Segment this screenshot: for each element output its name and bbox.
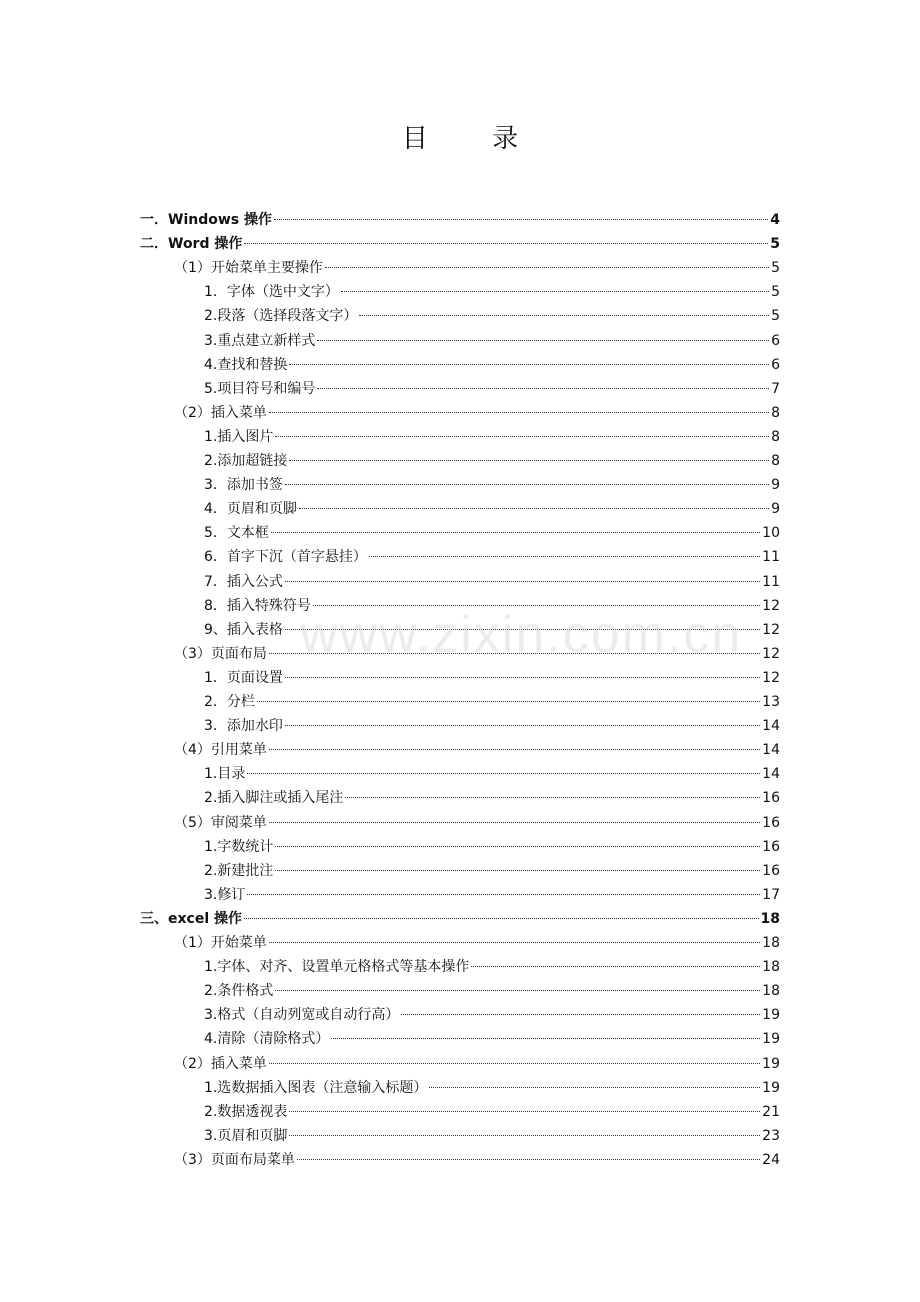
toc-entry-label: 4．页眉和页脚 xyxy=(204,501,297,518)
toc-entry-label: （2）插入菜单 xyxy=(174,404,267,421)
toc-entry-label: （1）开始菜单主要操作 xyxy=(174,260,323,277)
toc-entry[interactable] xyxy=(204,425,780,449)
toc-entry-page: 21 xyxy=(762,1103,780,1120)
toc-entry-page: 18 xyxy=(760,910,780,927)
toc-entry-label: （4）引用菜单 xyxy=(174,742,267,759)
toc-dot-leader xyxy=(299,508,769,509)
toc-entry-page: 6 xyxy=(771,332,780,349)
toc-entry-label: 5．文本框 xyxy=(204,525,269,542)
toc-entry[interactable] xyxy=(204,714,780,738)
toc-entry[interactable] xyxy=(174,256,780,280)
toc-entry-page: 12 xyxy=(762,597,780,614)
toc-entry[interactable] xyxy=(204,762,780,786)
toc-entry-label: 二．Word 操作 xyxy=(140,236,243,253)
toc-dot-leader xyxy=(275,990,760,991)
toc-entry-page: 14 xyxy=(762,718,780,735)
toc-entry[interactable] xyxy=(204,666,780,690)
toc-dot-leader xyxy=(274,219,768,220)
toc-entry-label: 3．添加水印 xyxy=(204,718,283,735)
toc-entry-page: 19 xyxy=(762,1055,780,1072)
toc-dot-leader xyxy=(257,701,760,702)
toc-entry[interactable] xyxy=(204,545,780,569)
toc-dot-leader xyxy=(313,605,760,606)
toc-entry[interactable] xyxy=(204,280,780,304)
toc-entry[interactable] xyxy=(204,594,780,618)
toc-entry-page: 24 xyxy=(762,1151,780,1168)
toc-dot-leader xyxy=(275,870,760,871)
toc-entry-label: 1.字数统计 xyxy=(204,838,274,855)
toc-entry[interactable] xyxy=(204,1003,780,1027)
toc-entry-page: 14 xyxy=(762,742,780,759)
toc-entry-label: 2．分栏 xyxy=(204,694,255,710)
toc-dot-leader xyxy=(269,749,760,750)
toc-dot-leader xyxy=(285,677,760,678)
toc-dot-leader xyxy=(247,773,760,774)
toc-dot-leader xyxy=(369,556,760,557)
toc-entry-page: 19 xyxy=(762,1079,780,1096)
toc-dot-leader xyxy=(269,412,769,413)
toc-entry[interactable] xyxy=(204,377,780,401)
toc-dot-leader xyxy=(471,966,760,967)
toc-dot-leader xyxy=(285,581,760,582)
toc-entry[interactable] xyxy=(140,232,780,256)
toc-entry-label: 2.数据透视表 xyxy=(204,1103,288,1120)
toc-entry[interactable] xyxy=(140,208,780,232)
toc-entry-label: 1.选数据插入图表（注意输入标题） xyxy=(204,1079,428,1096)
toc-entry-label: （2）插入菜单 xyxy=(174,1055,267,1072)
toc-entry[interactable] xyxy=(204,690,780,714)
toc-entry-page: 16 xyxy=(762,862,780,879)
toc-entry-label: 1.插入图片 xyxy=(204,428,274,445)
toc-entry[interactable] xyxy=(204,1124,780,1148)
toc-entry-page: 8 xyxy=(771,404,780,421)
toc-dot-leader xyxy=(275,436,769,437)
toc-entry[interactable] xyxy=(204,883,780,907)
toc-entry-page: 4 xyxy=(770,212,780,228)
toc-dot-leader xyxy=(317,340,769,341)
toc-dot-leader xyxy=(271,532,760,533)
toc-entry-label: 4.查找和替换 xyxy=(204,356,288,373)
toc-entry[interactable] xyxy=(204,473,780,497)
toc-entry-label: 3.页眉和页脚 xyxy=(204,1127,288,1144)
toc-entry-label: 3．添加书签 xyxy=(204,477,283,494)
toc-dot-leader xyxy=(325,267,769,268)
toc-entry[interactable] xyxy=(174,642,780,666)
toc-entry-page: 16 xyxy=(762,790,780,807)
toc-entry-label: 2.添加超链接 xyxy=(204,453,288,469)
toc-entry-label: 三、excel 操作 xyxy=(140,910,242,927)
page-title: 目 录 xyxy=(401,124,547,154)
toc-entry-label: 3.重点建立新样式 xyxy=(204,332,316,349)
toc-entry-label: 2.段落（选择段落文字） xyxy=(204,308,358,325)
toc-entry-page: 11 xyxy=(762,573,780,590)
toc-entry[interactable] xyxy=(204,618,780,642)
toc-entry[interactable] xyxy=(204,570,780,594)
toc-entry-page: 14 xyxy=(762,766,780,783)
toc-entry-page: 10 xyxy=(762,525,780,542)
toc-dot-leader xyxy=(331,1038,760,1039)
toc-entry[interactable] xyxy=(204,1100,780,1124)
toc-entry-page: 23 xyxy=(762,1127,780,1144)
toc-entry-page: 5 xyxy=(771,260,780,277)
toc-dot-leader xyxy=(269,653,760,654)
toc-entry[interactable] xyxy=(204,979,780,1003)
toc-entry[interactable] xyxy=(140,907,780,931)
toc-entry-label: 5.项目符号和编号 xyxy=(204,380,316,397)
toc-dot-leader xyxy=(269,822,760,823)
toc-entry-page: 18 xyxy=(762,959,780,976)
toc-entry-label: 2.插入脚注或插入尾注 xyxy=(204,790,344,807)
toc-dot-leader xyxy=(289,1135,760,1136)
toc-dot-leader xyxy=(345,797,760,798)
toc-entry[interactable] xyxy=(204,521,780,545)
toc-entry-page: 5 xyxy=(771,308,780,325)
toc-entry-page: 8 xyxy=(771,453,780,469)
toc-entry-label: （3）页面布局菜单 xyxy=(174,1151,295,1168)
toc-dot-leader xyxy=(297,1159,760,1160)
toc-entry[interactable] xyxy=(204,449,780,473)
toc-entry[interactable] xyxy=(174,1052,780,1076)
toc-entry[interactable] xyxy=(204,304,780,328)
toc-entry-label: 3.格式（自动列宽或自动行高） xyxy=(204,1007,400,1024)
toc-dot-leader xyxy=(285,629,760,630)
toc-entry-page: 16 xyxy=(762,814,780,831)
toc-entry-page: 18 xyxy=(762,983,780,1000)
toc-dot-leader xyxy=(289,1111,760,1112)
toc-entry[interactable] xyxy=(204,353,780,377)
toc-entry-label: 7．插入公式 xyxy=(204,573,283,590)
toc-entry-label: 2.条件格式 xyxy=(204,983,274,1000)
toc-dot-leader xyxy=(285,484,769,485)
toc-entry[interactable] xyxy=(204,497,780,521)
toc-entry-page: 16 xyxy=(762,838,780,855)
toc-entry-page: 12 xyxy=(762,645,780,662)
toc-entry-label: （5）审阅菜单 xyxy=(174,814,267,831)
toc-entry[interactable] xyxy=(204,329,780,353)
toc-entry-page: 19 xyxy=(762,1007,780,1024)
toc-entry-page: 9 xyxy=(771,477,780,494)
toc-dot-leader xyxy=(269,942,760,943)
toc-entry-page: 9 xyxy=(771,501,780,518)
toc-dot-leader xyxy=(359,315,769,316)
toc-entry-page: 12 xyxy=(762,669,780,686)
toc-entry-label: 4.清除（清除格式） xyxy=(204,1031,330,1048)
toc-dot-leader xyxy=(285,725,760,726)
toc-dot-leader xyxy=(269,1063,760,1064)
toc-entry-page: 17 xyxy=(762,886,780,903)
toc-entry-page: 5 xyxy=(770,236,780,253)
toc-dot-leader xyxy=(275,846,760,847)
toc-entry[interactable] xyxy=(174,811,780,835)
toc-entry-label: 1．页面设置 xyxy=(204,669,283,686)
toc-entry-page: 11 xyxy=(762,549,780,566)
toc-entry-page: 6 xyxy=(771,356,780,373)
toc-entry[interactable] xyxy=(174,1148,780,1172)
toc-entry-page: 5 xyxy=(771,284,780,301)
toc-entry-page: 13 xyxy=(762,694,780,710)
toc-entry-label: 2.新建批注 xyxy=(204,862,274,879)
toc-entry-page: 18 xyxy=(762,935,780,951)
toc-entry[interactable] xyxy=(204,835,780,859)
toc-entry-label: （3）页面布局 xyxy=(174,645,267,662)
toc-entry-page: 7 xyxy=(771,380,780,397)
toc-entry-label: 1.字体、对齐、设置单元格格式等基本操作 xyxy=(204,959,470,976)
toc-entry[interactable] xyxy=(204,786,780,810)
toc-entry-page: 19 xyxy=(762,1031,780,1048)
toc-dot-leader xyxy=(244,243,768,244)
toc-entry-label: 一．Windows 操作 xyxy=(140,212,272,228)
toc-dot-leader xyxy=(429,1087,760,1088)
toc-entry[interactable] xyxy=(204,1027,780,1051)
toc-entry-page: 12 xyxy=(762,621,780,638)
toc-dot-leader xyxy=(247,894,760,895)
toc-entry-label: 1．字体（选中文字） xyxy=(204,284,339,301)
toc-entry[interactable] xyxy=(204,859,780,883)
toc-entry-label: 8．插入特殊符号 xyxy=(204,597,311,614)
toc-entry-label: （1）开始菜单 xyxy=(174,935,267,951)
toc-dot-leader xyxy=(289,460,769,461)
toc-entry-label: 9、插入表格 xyxy=(204,621,283,638)
toc-entry-label: 3.修订 xyxy=(204,886,246,903)
toc-dot-leader xyxy=(244,918,759,919)
toc-entry-page: 8 xyxy=(771,428,780,445)
toc-dot-leader xyxy=(289,364,769,365)
toc-entry[interactable] xyxy=(174,931,780,955)
toc-entry-label: 6．首字下沉（首字悬挂） xyxy=(204,549,367,566)
toc-dot-leader xyxy=(401,1014,760,1015)
toc-entry-label: 1.目录 xyxy=(204,766,246,783)
toc-entry[interactable] xyxy=(204,955,780,979)
toc-dot-leader xyxy=(317,388,769,389)
toc-entry[interactable] xyxy=(204,1076,780,1100)
toc-entry[interactable] xyxy=(174,738,780,762)
watermark: www.zixin.com.cn xyxy=(300,606,743,664)
toc-dot-leader xyxy=(341,291,769,292)
toc-entry[interactable] xyxy=(174,401,780,425)
